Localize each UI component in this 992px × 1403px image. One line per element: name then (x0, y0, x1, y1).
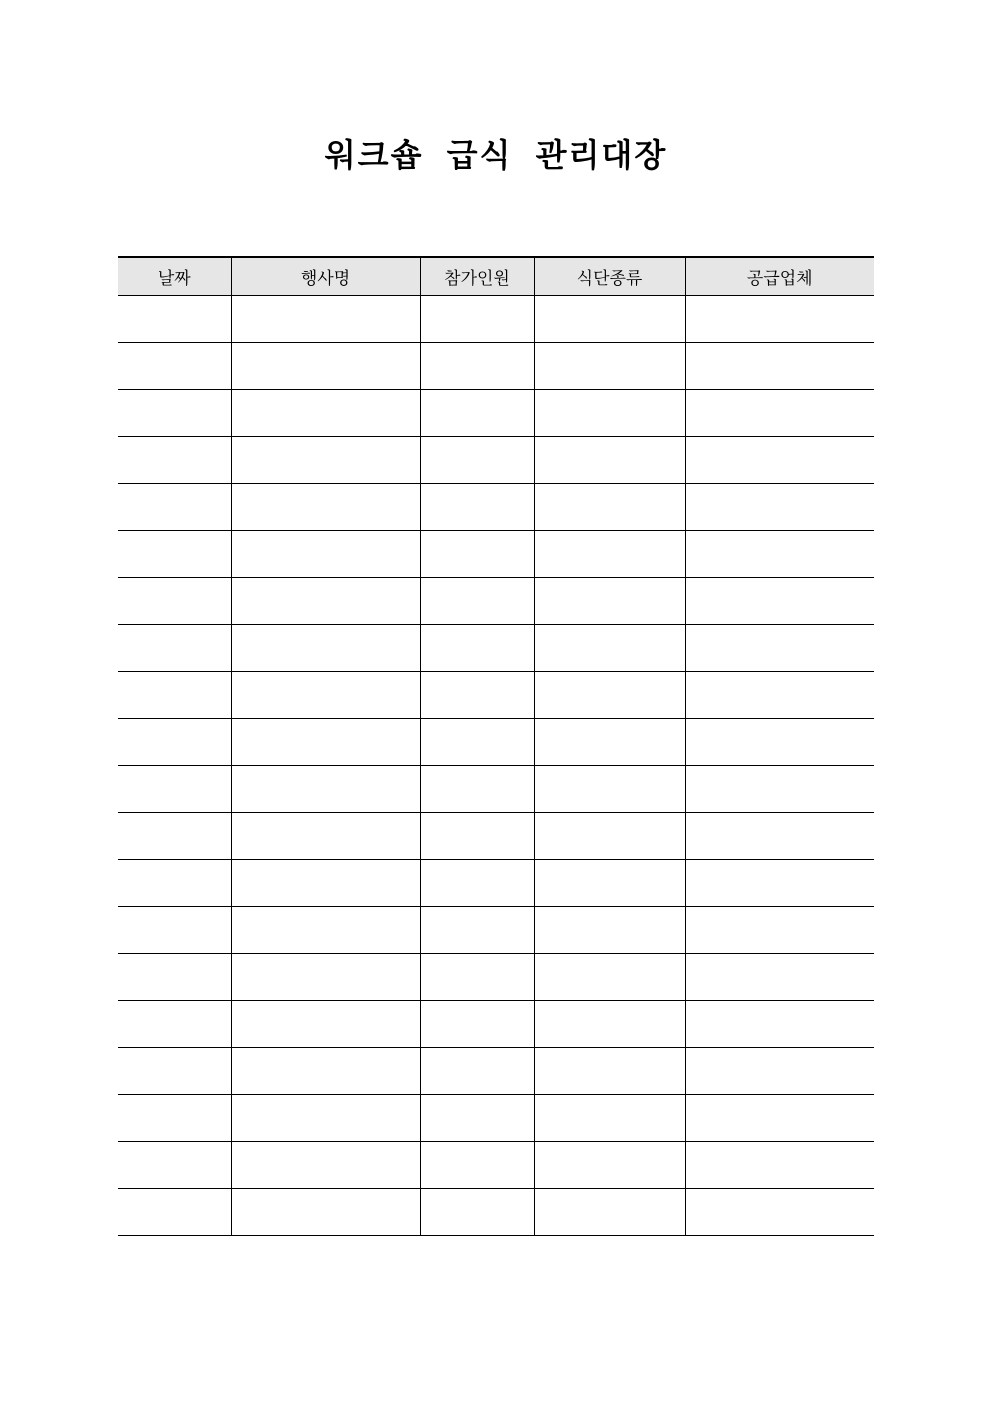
column-header-menu-type: 식단종류 (534, 257, 685, 296)
table-row (118, 531, 874, 578)
menu-type-cell[interactable] (534, 1189, 685, 1236)
menu-type-cell[interactable] (534, 296, 685, 343)
date-cell[interactable] (118, 813, 231, 860)
column-header-participants: 참가인원 (420, 257, 534, 296)
event-name-cell[interactable] (231, 813, 420, 860)
event-name-cell[interactable] (231, 578, 420, 625)
participants-cell[interactable] (420, 484, 534, 531)
participants-cell[interactable] (420, 1142, 534, 1189)
table-row (118, 1189, 874, 1236)
supplier-cell[interactable] (685, 813, 874, 860)
menu-type-cell[interactable] (534, 343, 685, 390)
event-name-cell[interactable] (231, 907, 420, 954)
table-row (118, 907, 874, 954)
column-header-date: 날짜 (118, 257, 231, 296)
participants-cell[interactable] (420, 390, 534, 437)
menu-type-cell[interactable] (534, 531, 685, 578)
table-row (118, 437, 874, 484)
date-cell[interactable] (118, 907, 231, 954)
date-cell[interactable] (118, 672, 231, 719)
event-name-cell[interactable] (231, 390, 420, 437)
participants-cell[interactable] (420, 954, 534, 1001)
table-row (118, 625, 874, 672)
participants-cell[interactable] (420, 296, 534, 343)
event-name-cell[interactable] (231, 719, 420, 766)
supplier-cell[interactable] (685, 578, 874, 625)
table-row (118, 954, 874, 1001)
table-row (118, 484, 874, 531)
table-body (118, 296, 874, 1236)
participants-cell[interactable] (420, 860, 534, 907)
menu-type-cell[interactable] (534, 907, 685, 954)
supplier-cell[interactable] (685, 907, 874, 954)
supplier-cell[interactable] (685, 719, 874, 766)
date-cell[interactable] (118, 625, 231, 672)
date-cell[interactable] (118, 1048, 231, 1095)
date-cell[interactable] (118, 1001, 231, 1048)
table-row (118, 343, 874, 390)
event-name-cell[interactable] (231, 343, 420, 390)
table-row (118, 860, 874, 907)
participants-cell[interactable] (420, 1048, 534, 1095)
participants-cell[interactable] (420, 672, 534, 719)
menu-type-cell[interactable] (534, 672, 685, 719)
event-name-cell[interactable] (231, 1095, 420, 1142)
supplier-cell[interactable] (685, 766, 874, 813)
table-row (118, 578, 874, 625)
table-row (118, 390, 874, 437)
supplier-cell[interactable] (685, 954, 874, 1001)
event-name-cell[interactable] (231, 672, 420, 719)
table-row (118, 813, 874, 860)
event-name-cell[interactable] (231, 625, 420, 672)
menu-type-cell[interactable] (534, 1095, 685, 1142)
column-header-event-name: 행사명 (231, 257, 420, 296)
menu-type-cell[interactable] (534, 766, 685, 813)
event-name-cell[interactable] (231, 296, 420, 343)
table-row (118, 719, 874, 766)
date-cell[interactable] (118, 860, 231, 907)
date-cell[interactable] (118, 343, 231, 390)
supplier-cell[interactable] (685, 1095, 874, 1142)
menu-type-cell[interactable] (534, 484, 685, 531)
table-row (118, 672, 874, 719)
date-cell[interactable] (118, 719, 231, 766)
participants-cell[interactable] (420, 907, 534, 954)
header-row (118, 257, 874, 296)
supplier-cell[interactable] (685, 437, 874, 484)
table-row (118, 1142, 874, 1189)
date-cell[interactable] (118, 578, 231, 625)
event-name-cell[interactable] (231, 1142, 420, 1189)
event-name-cell[interactable] (231, 954, 420, 1001)
participants-cell[interactable] (420, 813, 534, 860)
meal-ledger-table (118, 256, 874, 1236)
date-cell[interactable] (118, 390, 231, 437)
date-cell[interactable] (118, 766, 231, 813)
participants-cell[interactable] (420, 437, 534, 484)
table-header (118, 257, 874, 296)
page-title: 워크숍 급식 관리대장 (324, 136, 668, 174)
menu-type-cell[interactable] (534, 813, 685, 860)
date-cell[interactable] (118, 954, 231, 1001)
table-row (118, 1095, 874, 1142)
supplier-cell[interactable] (685, 484, 874, 531)
date-cell[interactable] (118, 1142, 231, 1189)
event-name-cell[interactable] (231, 531, 420, 578)
supplier-cell[interactable] (685, 1189, 874, 1236)
menu-type-cell[interactable] (534, 860, 685, 907)
menu-type-cell[interactable] (534, 437, 685, 484)
supplier-cell[interactable] (685, 531, 874, 578)
table-row (118, 1048, 874, 1095)
supplier-cell[interactable] (685, 343, 874, 390)
participants-cell[interactable] (420, 1189, 534, 1236)
supplier-cell[interactable] (685, 390, 874, 437)
menu-type-cell[interactable] (534, 390, 685, 437)
participants-cell[interactable] (420, 1001, 534, 1048)
supplier-cell[interactable] (685, 1142, 874, 1189)
event-name-cell[interactable] (231, 484, 420, 531)
supplier-cell[interactable] (685, 1001, 874, 1048)
table-row (118, 1001, 874, 1048)
participants-cell[interactable] (420, 343, 534, 390)
date-cell[interactable] (118, 484, 231, 531)
supplier-cell[interactable] (685, 672, 874, 719)
participants-cell[interactable] (420, 1095, 534, 1142)
participants-cell[interactable] (420, 578, 534, 625)
participants-cell[interactable] (420, 625, 534, 672)
menu-type-cell[interactable] (534, 578, 685, 625)
supplier-cell[interactable] (685, 1048, 874, 1095)
menu-type-cell[interactable] (534, 1001, 685, 1048)
event-name-cell[interactable] (231, 860, 420, 907)
date-cell[interactable] (118, 437, 231, 484)
event-name-cell[interactable] (231, 1001, 420, 1048)
date-cell[interactable] (118, 296, 231, 343)
date-cell[interactable] (118, 1189, 231, 1236)
column-header-supplier: 공급업체 (685, 257, 874, 296)
table-row (118, 766, 874, 813)
event-name-cell[interactable] (231, 1189, 420, 1236)
menu-type-cell[interactable] (534, 1142, 685, 1189)
event-name-cell[interactable] (231, 437, 420, 484)
supplier-cell[interactable] (685, 296, 874, 343)
supplier-cell[interactable] (685, 625, 874, 672)
participants-cell[interactable] (420, 719, 534, 766)
event-name-cell[interactable] (231, 1048, 420, 1095)
date-cell[interactable] (118, 1095, 231, 1142)
menu-type-cell[interactable] (534, 954, 685, 1001)
menu-type-cell[interactable] (534, 625, 685, 672)
supplier-cell[interactable] (685, 860, 874, 907)
event-name-cell[interactable] (231, 766, 420, 813)
participants-cell[interactable] (420, 531, 534, 578)
date-cell[interactable] (118, 531, 231, 578)
table-row (118, 296, 874, 343)
participants-cell[interactable] (420, 766, 534, 813)
menu-type-cell[interactable] (534, 719, 685, 766)
menu-type-cell[interactable] (534, 1048, 685, 1095)
